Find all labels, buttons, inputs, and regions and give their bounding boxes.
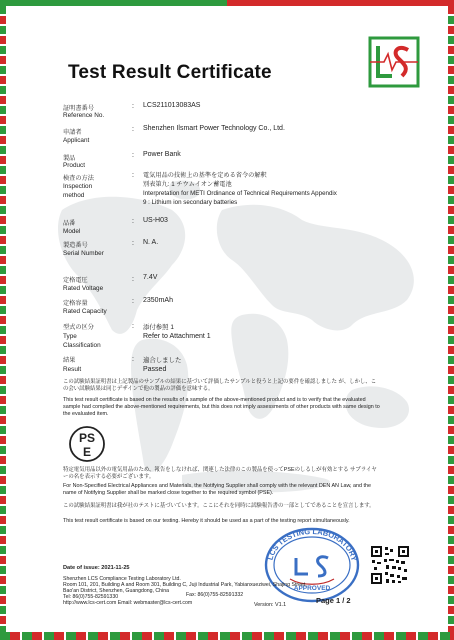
product-value: Power Bank: [143, 151, 181, 158]
type-label-ja: 型式の区分: [63, 324, 94, 331]
capacity-value: 2350mAh: [143, 297, 173, 304]
inspection-line-4: 9 : Lithium ion secondary batteries: [143, 199, 238, 206]
reference-label-en: Reference No.: [63, 112, 105, 119]
company-tel: Tel: 86(0)755-82591330: [63, 594, 119, 600]
colon: :: [132, 276, 134, 283]
approval-stamp-icon: [262, 524, 362, 606]
colon: :: [132, 103, 134, 110]
inspection-line-3: Interpretation for METI Ordinance of Technical Requirements Appendix: [143, 190, 337, 197]
svg-text:LCS TESTING LABORATORY: LCS TESTING LABORATORY: [265, 526, 359, 562]
page-number: Page 1 / 2: [316, 596, 351, 605]
applicant-label-en: Applicant: [63, 137, 90, 144]
model-label-en: Model: [63, 228, 81, 235]
company-name: Shenzhen LCS Compliance Testing Laboratory Ltd.: [63, 576, 181, 582]
inspection-line-2: 別表第九: 1 チウムイオン蓄電池: [143, 181, 232, 188]
result-value: Passed: [143, 366, 167, 373]
lcs-logo-icon: [368, 36, 420, 94]
statement-1-ja: この試験結果証明書は上記製品のサンプルの結果に基づいて評価したサンプルと役うと上記の要件を確認しました が、しかし、この会い試験結果は同じデザインで他の製品の評価を意味する。: [63, 379, 377, 392]
decorative-border-top: [0, 0, 454, 6]
issue-date: Date of issue: 2021-11-25: [63, 565, 130, 571]
statement-1-en: This test result certificate is based on the results of a sample of the above-mentioned product and is to verify that the evaluated sample had complied the above-mentioned requirements, but this does not imply assessments of other products with same design to the evaluated item.: [63, 397, 380, 417]
pse-mark-icon: [66, 425, 108, 463]
colon: :: [132, 218, 134, 225]
inspection-label-ja: 検査の方法: [63, 175, 94, 182]
statement-2-ja: 特定電気用品以外の電気用品のため、報告をしなければ、関連した法律のこの製品を使ってPSEのしるしが有効とする サプライヤーの名を表示する必要がございます。: [63, 467, 377, 480]
voltage-label-en: Rated Voltage: [63, 285, 104, 292]
colon: :: [132, 323, 134, 330]
reference-label-ja: 証明書番号: [63, 105, 94, 112]
svg-text:E: E: [82, 445, 92, 459]
reference-value: LCS211013083AS: [143, 102, 201, 109]
company-address-2: Bao'an District, Shenzhen, Guangdong, China: [63, 588, 169, 594]
type-label-en-2: Classification: [63, 342, 101, 349]
product-label-ja: 製品: [63, 155, 76, 162]
colon: :: [132, 172, 134, 179]
type-value: Refer to Attachment 1: [143, 333, 211, 340]
voltage-label-ja: 定格電圧: [63, 277, 88, 284]
decorative-border-bottom: [0, 632, 454, 640]
applicant-label-ja: 申請者: [63, 129, 82, 136]
type-label-en-1: Type: [63, 333, 77, 340]
result-value-ja: 適合しました: [143, 357, 182, 364]
inspection-line-1: 電気用品の技術上の基準を定める省令の解釈: [143, 172, 267, 179]
result-label-en: Result: [63, 366, 82, 373]
statement-2-en: For Non-Specified Electrical Appliances and Materials, the Notifying Supplier shall comply with the relevant DEN AN Law, and the name of Notifying Supplier shall be marked close together to the required symbol (PSE).: [63, 483, 372, 496]
voltage-value: 7.4V: [143, 274, 158, 281]
colon: :: [132, 240, 134, 247]
capacity-label-en: Rated Capacity: [63, 308, 107, 315]
serial-label-ja: 製造番号: [63, 242, 88, 249]
document-title: Test Result Certificate: [68, 62, 272, 83]
result-label-ja: 結果: [63, 357, 76, 364]
colon: :: [132, 356, 134, 363]
colon: :: [132, 298, 134, 305]
model-value: US-H03: [143, 217, 168, 224]
serial-label-en: Serial Number: [63, 250, 104, 257]
pse-text: PS: [78, 431, 96, 445]
inspection-label-en-1: Inspection: [63, 183, 93, 190]
decorative-border-left: [0, 6, 6, 640]
capacity-label-ja: 定格容量: [63, 300, 88, 307]
applicant-value: Shenzhen Ilsmart Power Technology Co., Ltd.: [143, 125, 285, 132]
statement-3-en: This test result certificate is based on our testing. Hereby it should be used as a part of the testing report simultaneously.: [63, 518, 350, 524]
product-label-en: Product: [63, 162, 86, 169]
company-web-email: http://www.lcs-cert.com Email: webmaster@lcs-cert.com: [63, 600, 193, 606]
colon: :: [132, 126, 134, 133]
model-label-ja: 品番: [63, 220, 76, 227]
decorative-border-right: [448, 6, 454, 640]
statement-3-ja: この試験結果証明書は我が社のテストに基づいています。ここにそれを同時に試験報告書の一部としてであることを宣言します。: [63, 503, 375, 509]
version-label: Version: V1.1: [254, 602, 287, 608]
company-address-1: Room 101, 201, Building A and Room 301, Building C, Juji Industrial Park, Yabianxueziwei, Shajing Street,: [63, 582, 307, 588]
serial-value: N. A.: [143, 239, 159, 246]
company-fax: Fax: 86(0)755-82591332: [186, 592, 244, 598]
colon: :: [132, 152, 134, 159]
qr-code-icon: [370, 545, 410, 585]
type-value-ja: 添付参照 1: [143, 324, 174, 331]
svg-text:APPROVED: APPROVED: [293, 585, 331, 592]
inspection-label-en-2: method: [63, 192, 85, 199]
